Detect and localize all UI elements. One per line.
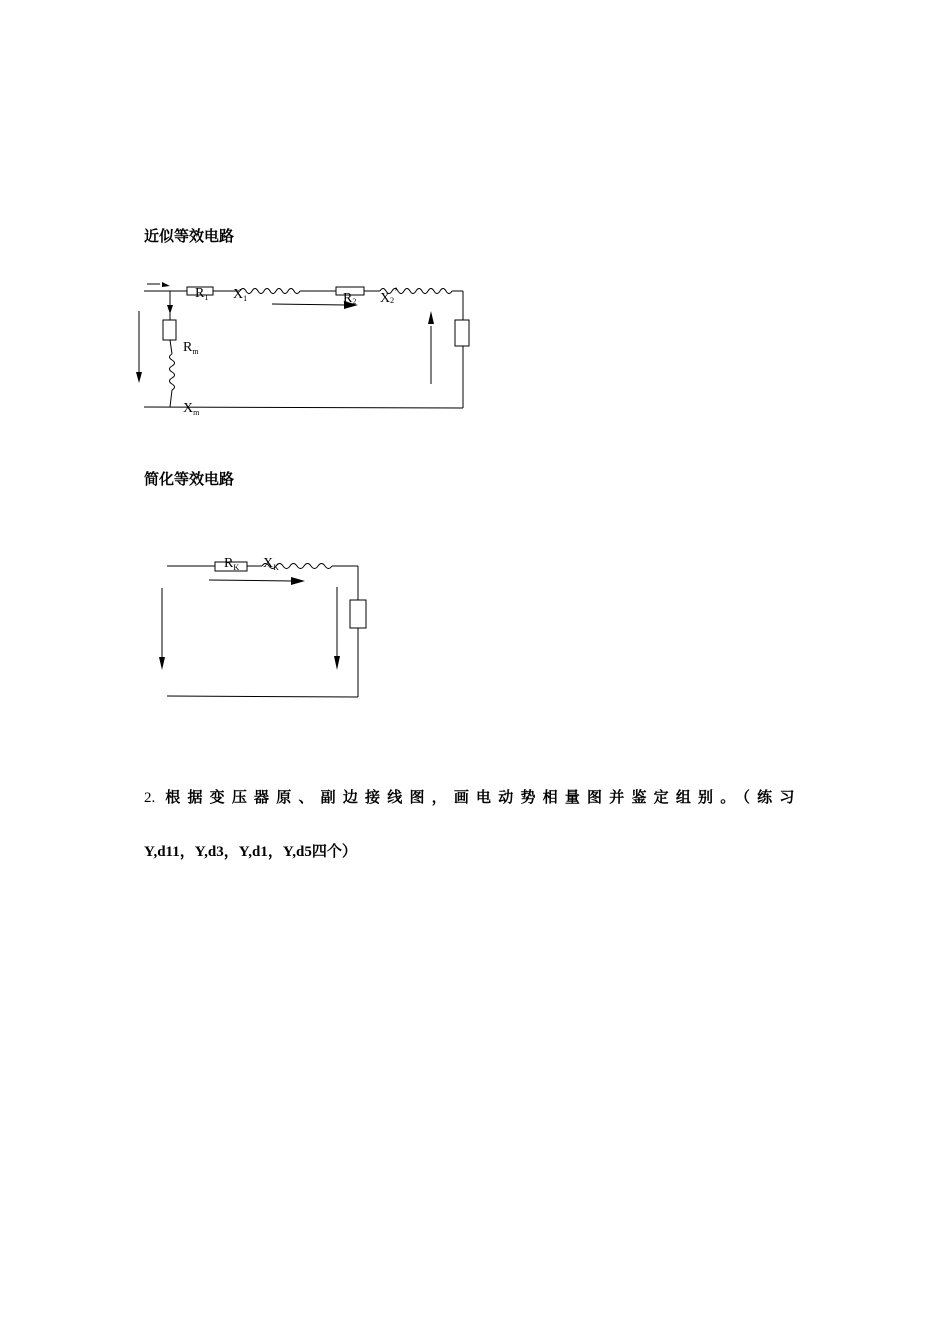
svg-text:XK: $X_K$: [263, 556, 279, 572]
simple-bottom-wire: [167, 696, 358, 697]
simple-circuit-diagram: [0, 520, 950, 720]
simple-input-voltage-arrowhead: [159, 657, 165, 670]
groups-count: 四个）: [311, 842, 357, 860]
x2-reactance: [380, 289, 452, 294]
x1-reactance: [240, 289, 300, 294]
svg-text:R2: R2: [343, 291, 357, 306]
question-2: [144, 790, 802, 806]
svg-text:RK: $R_K$: [224, 556, 240, 572]
output-voltage-arrowhead: [428, 311, 434, 324]
approx-circuit-title: 近似等效电路: [144, 227, 235, 245]
connection-groups: Y,d11，Y,d3，Y,d1，Y,d5: [144, 844, 312, 860]
simple-output-voltage-arrowhead: [334, 656, 340, 670]
question-number: 2.: [144, 790, 156, 806]
input-voltage-arrowhead: [136, 372, 142, 383]
shunt-current-arrowhead: [167, 305, 173, 314]
question-text: 根据变压器原、副边接线图，画电动势相量图并鉴定组别。（练习: [165, 788, 802, 806]
xm-reactance: [170, 354, 175, 390]
simple-load: [350, 600, 366, 628]
question-2-groups: [144, 844, 357, 860]
svg-text:R1: $R_1$: [195, 286, 209, 302]
svg-text:X1: $X_1$: [233, 287, 248, 303]
rm-resistor: [163, 320, 176, 340]
simple-current-arrowhead: [291, 577, 305, 585]
approx-circuit-diagram: [0, 0, 950, 460]
svg-text:X2’: X2’: [380, 284, 399, 306]
simple-circuit-title: 简化等效电路: [144, 470, 235, 488]
svg-text:Xm: $X_m$: [183, 401, 200, 417]
input-current-arrowhead: [162, 282, 170, 287]
svg-text:Rm: $R_m$: [183, 340, 199, 356]
approx-load: [455, 320, 469, 346]
